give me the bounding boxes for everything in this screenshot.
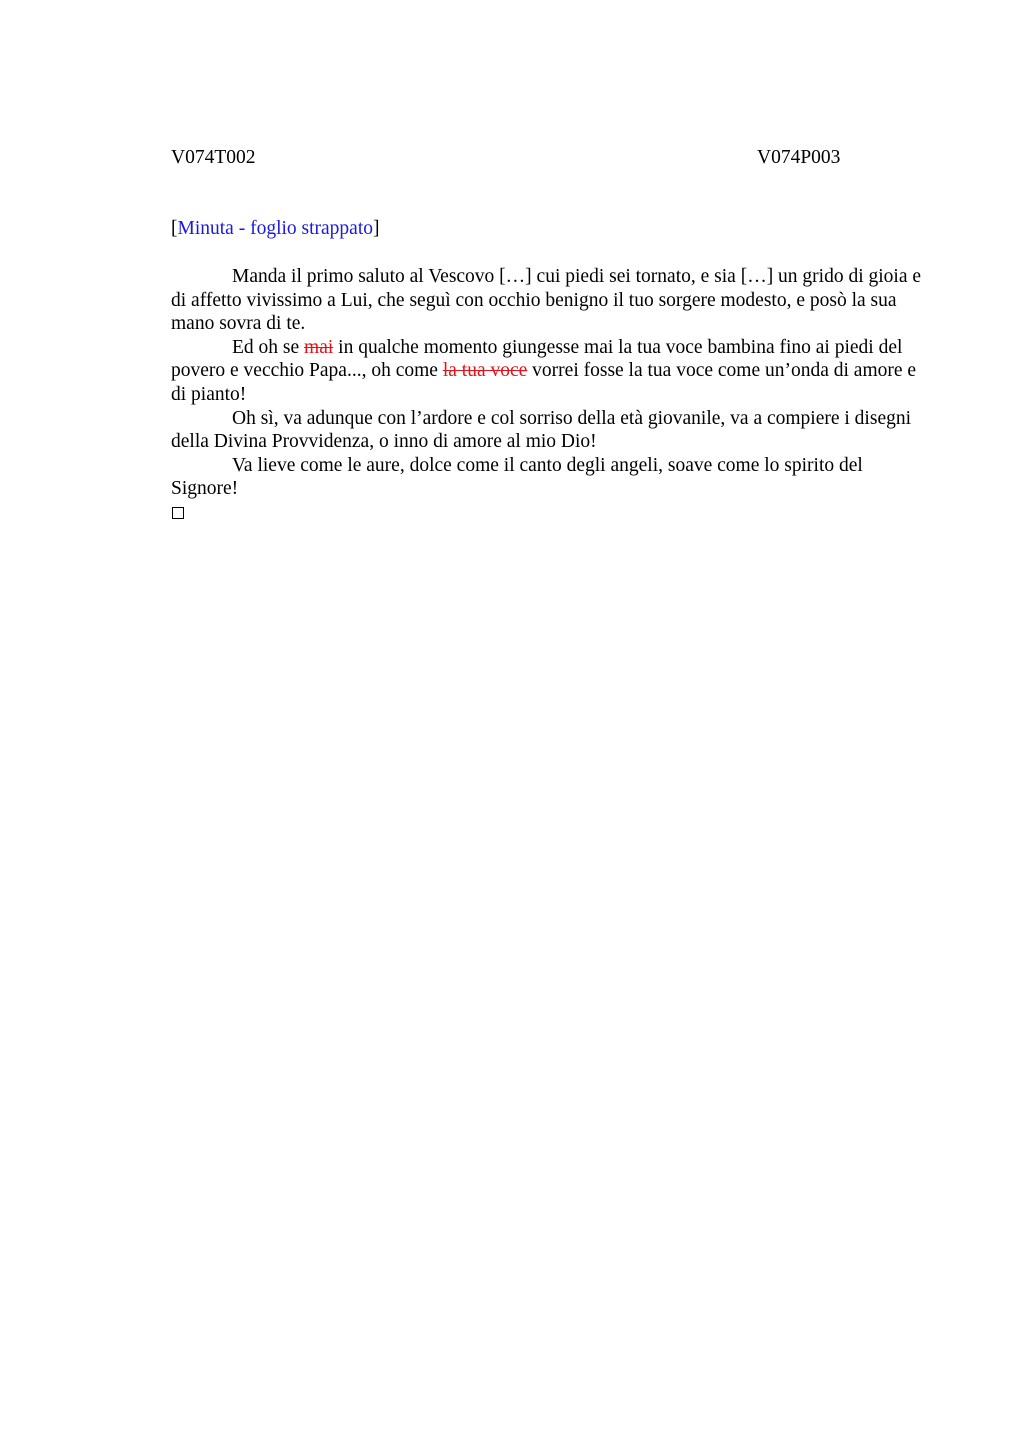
- document-code-right: V074P003: [757, 147, 841, 168]
- paragraph-4: Va lieve come le aure, dolce come il canto degli angeli, soave come lo spirito del Signore!: [171, 454, 863, 500]
- document-code-left: V074T002: [171, 147, 256, 168]
- deleted-phrase-la-tua-voce: la tua voce: [442, 360, 528, 382]
- letter-body: [171, 265, 923, 501]
- deleted-word-mai: mai: [304, 336, 334, 358]
- paragraph-2-part-3: vorrei fosse la tua voce come un’onda di amore e di pianto!: [171, 360, 917, 405]
- paragraph-2-part-1: Ed oh se: [232, 336, 305, 358]
- note-label: Minuta - foglio strappato: [177, 218, 374, 239]
- paragraph-3: Oh sì, va adunque con l’ardore e col sorriso della età giovanile, va a compiere i disegni della Divina Provvidenza, o inno di amore al mio Dio!: [171, 407, 912, 453]
- paragraph-1: Manda il primo saluto al Vescovo […] cui piedi sei tornato, e sia […] un grido di gioia e di affetto vivissimo a Lui, che seguì con occhio benigno il tuo sorgere modesto, e posò la sua mano sovra di te.: [171, 266, 922, 335]
- note-close-bracket: ]: [373, 218, 380, 239]
- paragraph-2-part-2: in qualche momento giungesse mai la tua voce bambina fino ai piedi del povero e vecchio Papa..., oh come: [171, 336, 903, 382]
- paragraph-2: [171, 336, 923, 407]
- empty-square-icon: [172, 507, 184, 519]
- editorial-note: [171, 217, 380, 241]
- note-open-bracket: [: [171, 218, 178, 239]
